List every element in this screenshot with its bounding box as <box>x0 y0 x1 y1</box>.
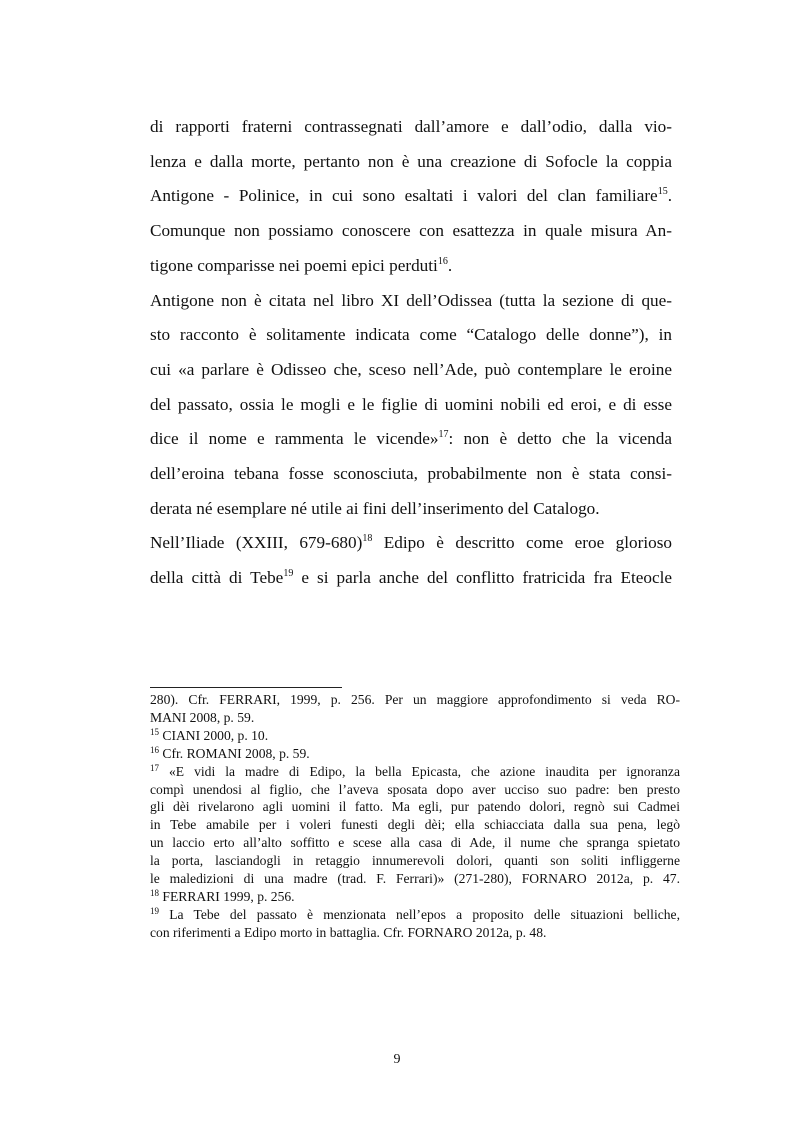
footnote-ref: 15 <box>657 186 668 198</box>
body-line: dell’eroina tebana fosse sconosciuta, probabilmente non è stata consi- <box>150 464 672 484</box>
body-line: del passato, ossia le mogli e le figlie di uomini nobili ed eroi, e di esse <box>150 394 672 414</box>
body-line: Antigone - Polinice, in cui sono esaltati i valori del clan familiare$^{15}$. <box>150 186 672 206</box>
footnote-line: 280). Cfr. FERRARI, 1999, p. 256. Per un maggiore approfondimento si veda RO- <box>150 692 680 707</box>
footnote-line: $^{15}$ CIANI 2000, p. 10. <box>150 726 269 743</box>
footnote-ref: 17 <box>438 429 449 441</box>
footnote-line: in Tebe amabile per i voleri funesti degli dèi; ella schiacciata dalla sua pena, legò <box>150 817 680 833</box>
footnote-line: compì unendosi al figlio, che l’aveva sposata dopo aver ucciso suo padre: ben presto <box>150 781 680 797</box>
footnote-number: 15 <box>150 726 159 737</box>
footnote-ref: 16 <box>437 255 448 267</box>
footnote-number: 19 <box>150 905 159 916</box>
body-line: dice il nome e rammenta le vicende»$^{17}$: non è detto che la vicenda <box>150 429 672 449</box>
body-line: Antigone non è citata nel libro XI dell’Odissea (tutta la sezione di que- <box>150 290 672 310</box>
footnote-line: la porta, lasciandogli in retaggio innumerevoli dolori, quanti son soliti infliggerne <box>150 853 680 869</box>
footnote-number: 16 <box>150 744 159 755</box>
footnote-ref: 18 <box>362 533 373 545</box>
body-line: lenza e dalla morte, pertanto non è una creazione di Sofocle la coppia <box>150 151 672 171</box>
body-line: tigone comparisse nei poemi epici perduti$^{16}$. <box>150 255 453 275</box>
footnote-divider <box>150 687 342 688</box>
footnote-number: 17 <box>150 762 159 773</box>
footnote-line: con riferimenti a Edipo morto in battaglia. Cfr. FORNARO 2012a, p. 48. <box>150 924 547 940</box>
body-line: cui «a parlare è Odisseo che, sceso nell’Ade, può contemplare le eroine <box>150 359 672 379</box>
footnote-line: $^{16}$ Cfr. ROMANI 2008, p. 59. <box>150 744 310 761</box>
body-line: sto racconto è solitamente indicata come “Catalogo delle donne”), in <box>150 325 672 345</box>
footnote-line: $^{17}$ «E vidi la madre di Edipo, la bella Epicasta, che azione inaudita per ignoranza <box>150 762 680 779</box>
footnote-line: le maledizioni di una madre (trad. F. Ferrari)» (271-280), FORNARO 2012a, p. 47. <box>150 871 680 887</box>
body-line: Comunque non possiamo conoscere con esattezza in quale misura An- <box>150 221 672 241</box>
body-line: della città di Tebe$^{19}$ e si parla anche del conflitto fratricida fra Eteocle <box>150 568 672 588</box>
footnote-line: $^{18}$ FERRARI 1999, p. 256. <box>150 887 295 904</box>
footnote-line: gli dèi rivelarono agli uomini il fatto. Ma egli, pur patendo dolori, regnò sui Cadmei <box>150 799 680 815</box>
page-number: 9 <box>393 1052 401 1067</box>
body-text <box>150 110 672 596</box>
body-line: derata né esemplare né utile ai fini dell’inserimento del Catalogo. <box>150 498 600 518</box>
footnote-line: MANI 2008, p. 59. <box>150 709 255 725</box>
footnote-line: $^{19}$ La Tebe del passato è menzionata nell’epos a proposito delle situazioni belliche, <box>150 905 680 922</box>
footnote-line: un laccio erto all’alto soffitto e scese alla casa di Ade, il nume che spranga spietato <box>150 835 680 851</box>
body-line: Nell’Iliade (XXIII, 679-680)$^{18}$ Edipo è descritto come eroe glorioso <box>150 533 673 553</box>
footnote-ref: 19 <box>283 568 294 580</box>
footnotes <box>150 691 680 942</box>
footnote-number: 18 <box>150 887 159 898</box>
body-line: di rapporti fraterni contrassegnati dall’amore e dall’odio, dalla vio- <box>150 117 672 136</box>
